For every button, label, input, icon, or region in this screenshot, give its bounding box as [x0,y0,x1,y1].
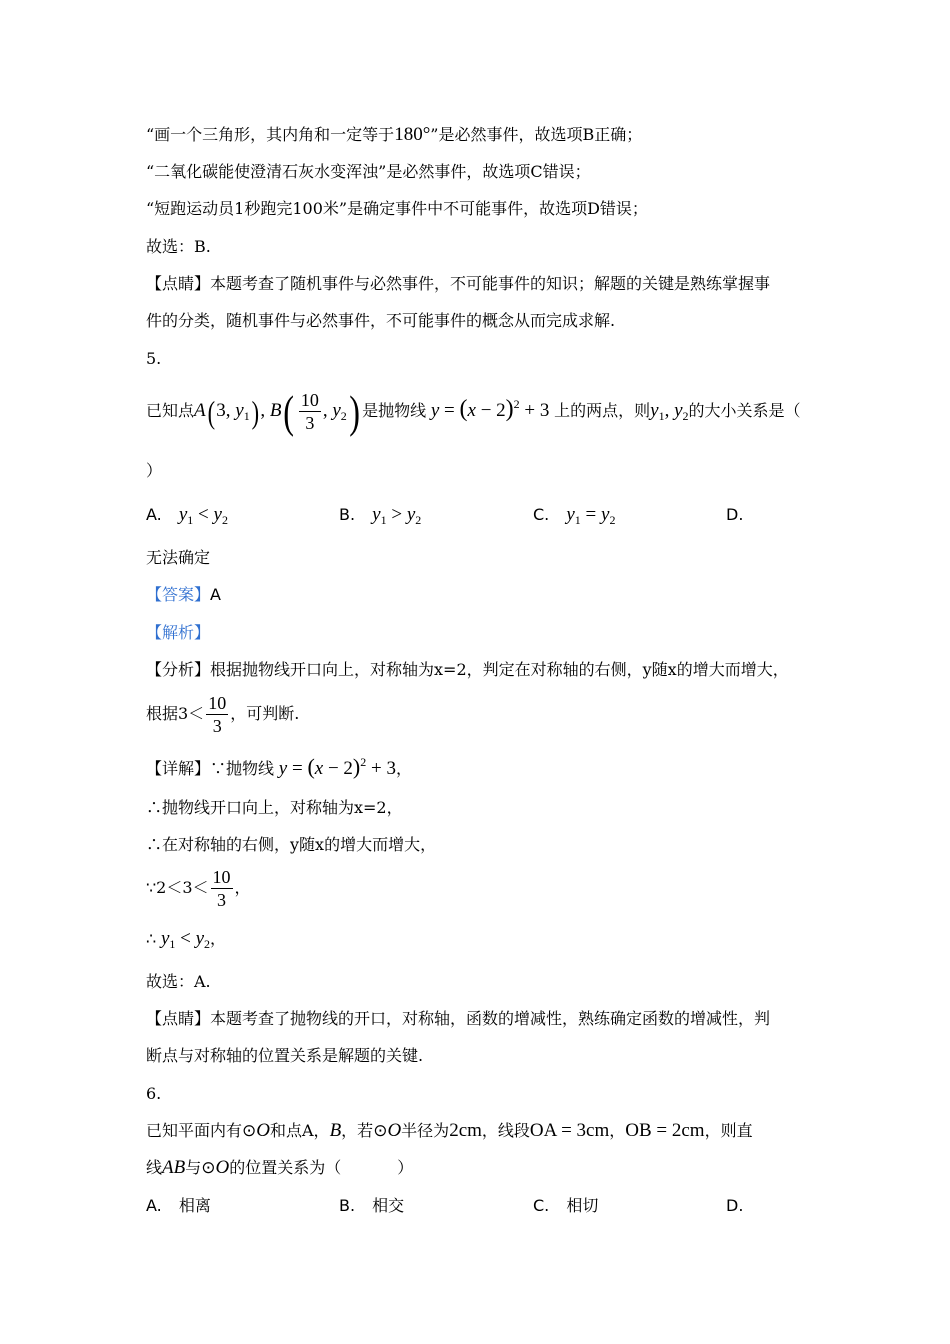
fraction-numerator: 10 [300,390,319,411]
math-radius: 2cm [449,1120,482,1141]
math-circle-o: ⊙O [242,1120,270,1141]
text-line [146,690,299,738]
text: ∵2＜3＜ [146,878,209,897]
option-label: C. [533,1196,550,1215]
text-line [146,751,412,780]
text: 根据3＜ [146,704,205,723]
option-label: C. [533,505,550,524]
text-line: 故选：A. [146,972,211,991]
math-parabola: $y = (x - 2)^2 + 3$ [430,396,555,422]
text: ， [234,878,251,897]
math-circle-o: ⊙O [373,1120,402,1141]
tag-dianjing: 【点睛】 [146,274,211,293]
text: ，可判断. [230,704,300,723]
text-line: “短跑运动员1秒跑完100米”是确定事件中不可能事件，故选项D错误； [146,199,648,218]
text: ∵抛物线 [210,759,275,778]
text: 已知点 [146,401,195,420]
text-line [146,659,789,681]
option-d-label: D. [726,1196,744,1215]
math-option: $y_1 = y_2$ [566,504,616,527]
text: 根据抛物线开口向上，对称轴为x=2，判定在对称轴的右侧，y随x的增大而增大， [210,660,789,679]
question-number: 5. [146,349,162,368]
answer-value: A [210,585,221,604]
math-y1-y2: $y_1$, $y_2$ [650,400,689,423]
text-line [146,273,770,295]
option-label: B. [339,1196,356,1215]
math-oa: OA = 3cm [529,1120,610,1141]
math-result: $y_1 < y_2$ [160,928,211,951]
math-option: $y_1 > y_2$ [372,504,422,527]
fraction: $\frac{10}{3}$ [208,693,227,736]
text: ”是必然事件，故选项B正确； [430,125,643,144]
q6-stem-line2 [146,1157,413,1179]
tag-fenxi: 【分析】 [146,660,211,679]
text: 本题考查了随机事件与必然事件，不可能事件的知识；解题的关键是熟练掌握事 [210,274,771,293]
option-label: B. [339,505,356,524]
text-line [146,864,251,912]
answer-line [146,584,221,606]
option-text: 相离 [178,1196,211,1215]
text: ） [397,1158,414,1177]
option-label: A. [146,1196,162,1215]
text: ，若 [341,1121,374,1140]
math-circle-o: ⊙O [201,1157,230,1178]
option-b [339,504,421,531]
math-ob: OB = 2cm [625,1120,705,1141]
question-number: 6. [146,1084,162,1103]
text: ， [395,759,412,778]
option-text: 相交 [372,1196,405,1215]
math-degree: 180° [394,124,431,145]
text: ∴ [146,929,157,948]
option-b [339,1195,404,1217]
text: 和点A， [270,1121,330,1140]
text: ） [146,461,163,480]
tag-answer: 【答案】 [146,585,211,604]
option-a [146,504,228,531]
q6-stem-line1 [146,1120,753,1142]
math-option: $y_1 < y_2$ [178,504,228,527]
fraction [299,389,321,434]
math-parabola: $y = (x - 2)^2 + 3$ [278,754,396,779]
tag-detail: 【详解】 [146,759,211,778]
math-ab: AB [162,1157,186,1178]
option-text: 相切 [566,1196,599,1215]
text-line: ∴抛物线开口向上，对称轴为x=2， [146,798,403,817]
fraction-denominator: 3 [305,413,315,434]
text-line: 件的分类，随机事件与必然事件，不可能事件的概念从而完成求解. [146,311,616,330]
text: 的位置关系为（ [229,1158,342,1177]
text: 半径为 [401,1121,450,1140]
text-line: ∴在对称轴的右侧，y随x的增大而增大， [146,835,437,854]
text: ， [609,1121,626,1140]
option-d-label: D. [726,505,744,524]
tag-dianjing: 【点睛】 [146,1009,211,1028]
option-a [146,1195,211,1217]
text: 的大小关系是（ [688,401,801,420]
option-d-text: 无法确定 [146,548,211,567]
option-c [533,1195,598,1217]
text-line: 故选：B. [146,237,211,256]
text: ， [210,929,227,948]
fraction: $\frac{10}{3}$ [212,867,231,910]
math-point-a: A(3, $y_1$), B( $\frac{10}{3}$ , $y_2$) [194,385,360,437]
math-point-b: B [329,1120,342,1141]
text: 上的两点，则 [554,401,651,420]
text-line [146,124,642,146]
text-line: 断点与对称轴的位置关系是解题的关键. [146,1046,424,1065]
text: “画一个三角形，其内角和一定等于 [146,125,395,144]
text: 与 [185,1158,202,1177]
text: 已知平面内有 [146,1121,243,1140]
text: 是抛物线 [362,401,427,420]
tag-analysis: 【解析】 [146,623,211,642]
option-label: A. [146,505,162,524]
q5-stem [146,384,801,436]
option-c [533,504,615,531]
text-line [146,928,226,955]
text: ，则直 [704,1121,753,1140]
text: 本题考查了抛物线的开口，对称轴，函数的增减性，熟练确定函数的增减性，判 [210,1009,771,1028]
text: ，线段 [481,1121,530,1140]
text-line: “二氧化碳能使澄清石灰水变浑浊”是必然事件，故选项C错误； [146,162,591,181]
text-line [146,1008,770,1030]
text: 线 [146,1158,163,1177]
